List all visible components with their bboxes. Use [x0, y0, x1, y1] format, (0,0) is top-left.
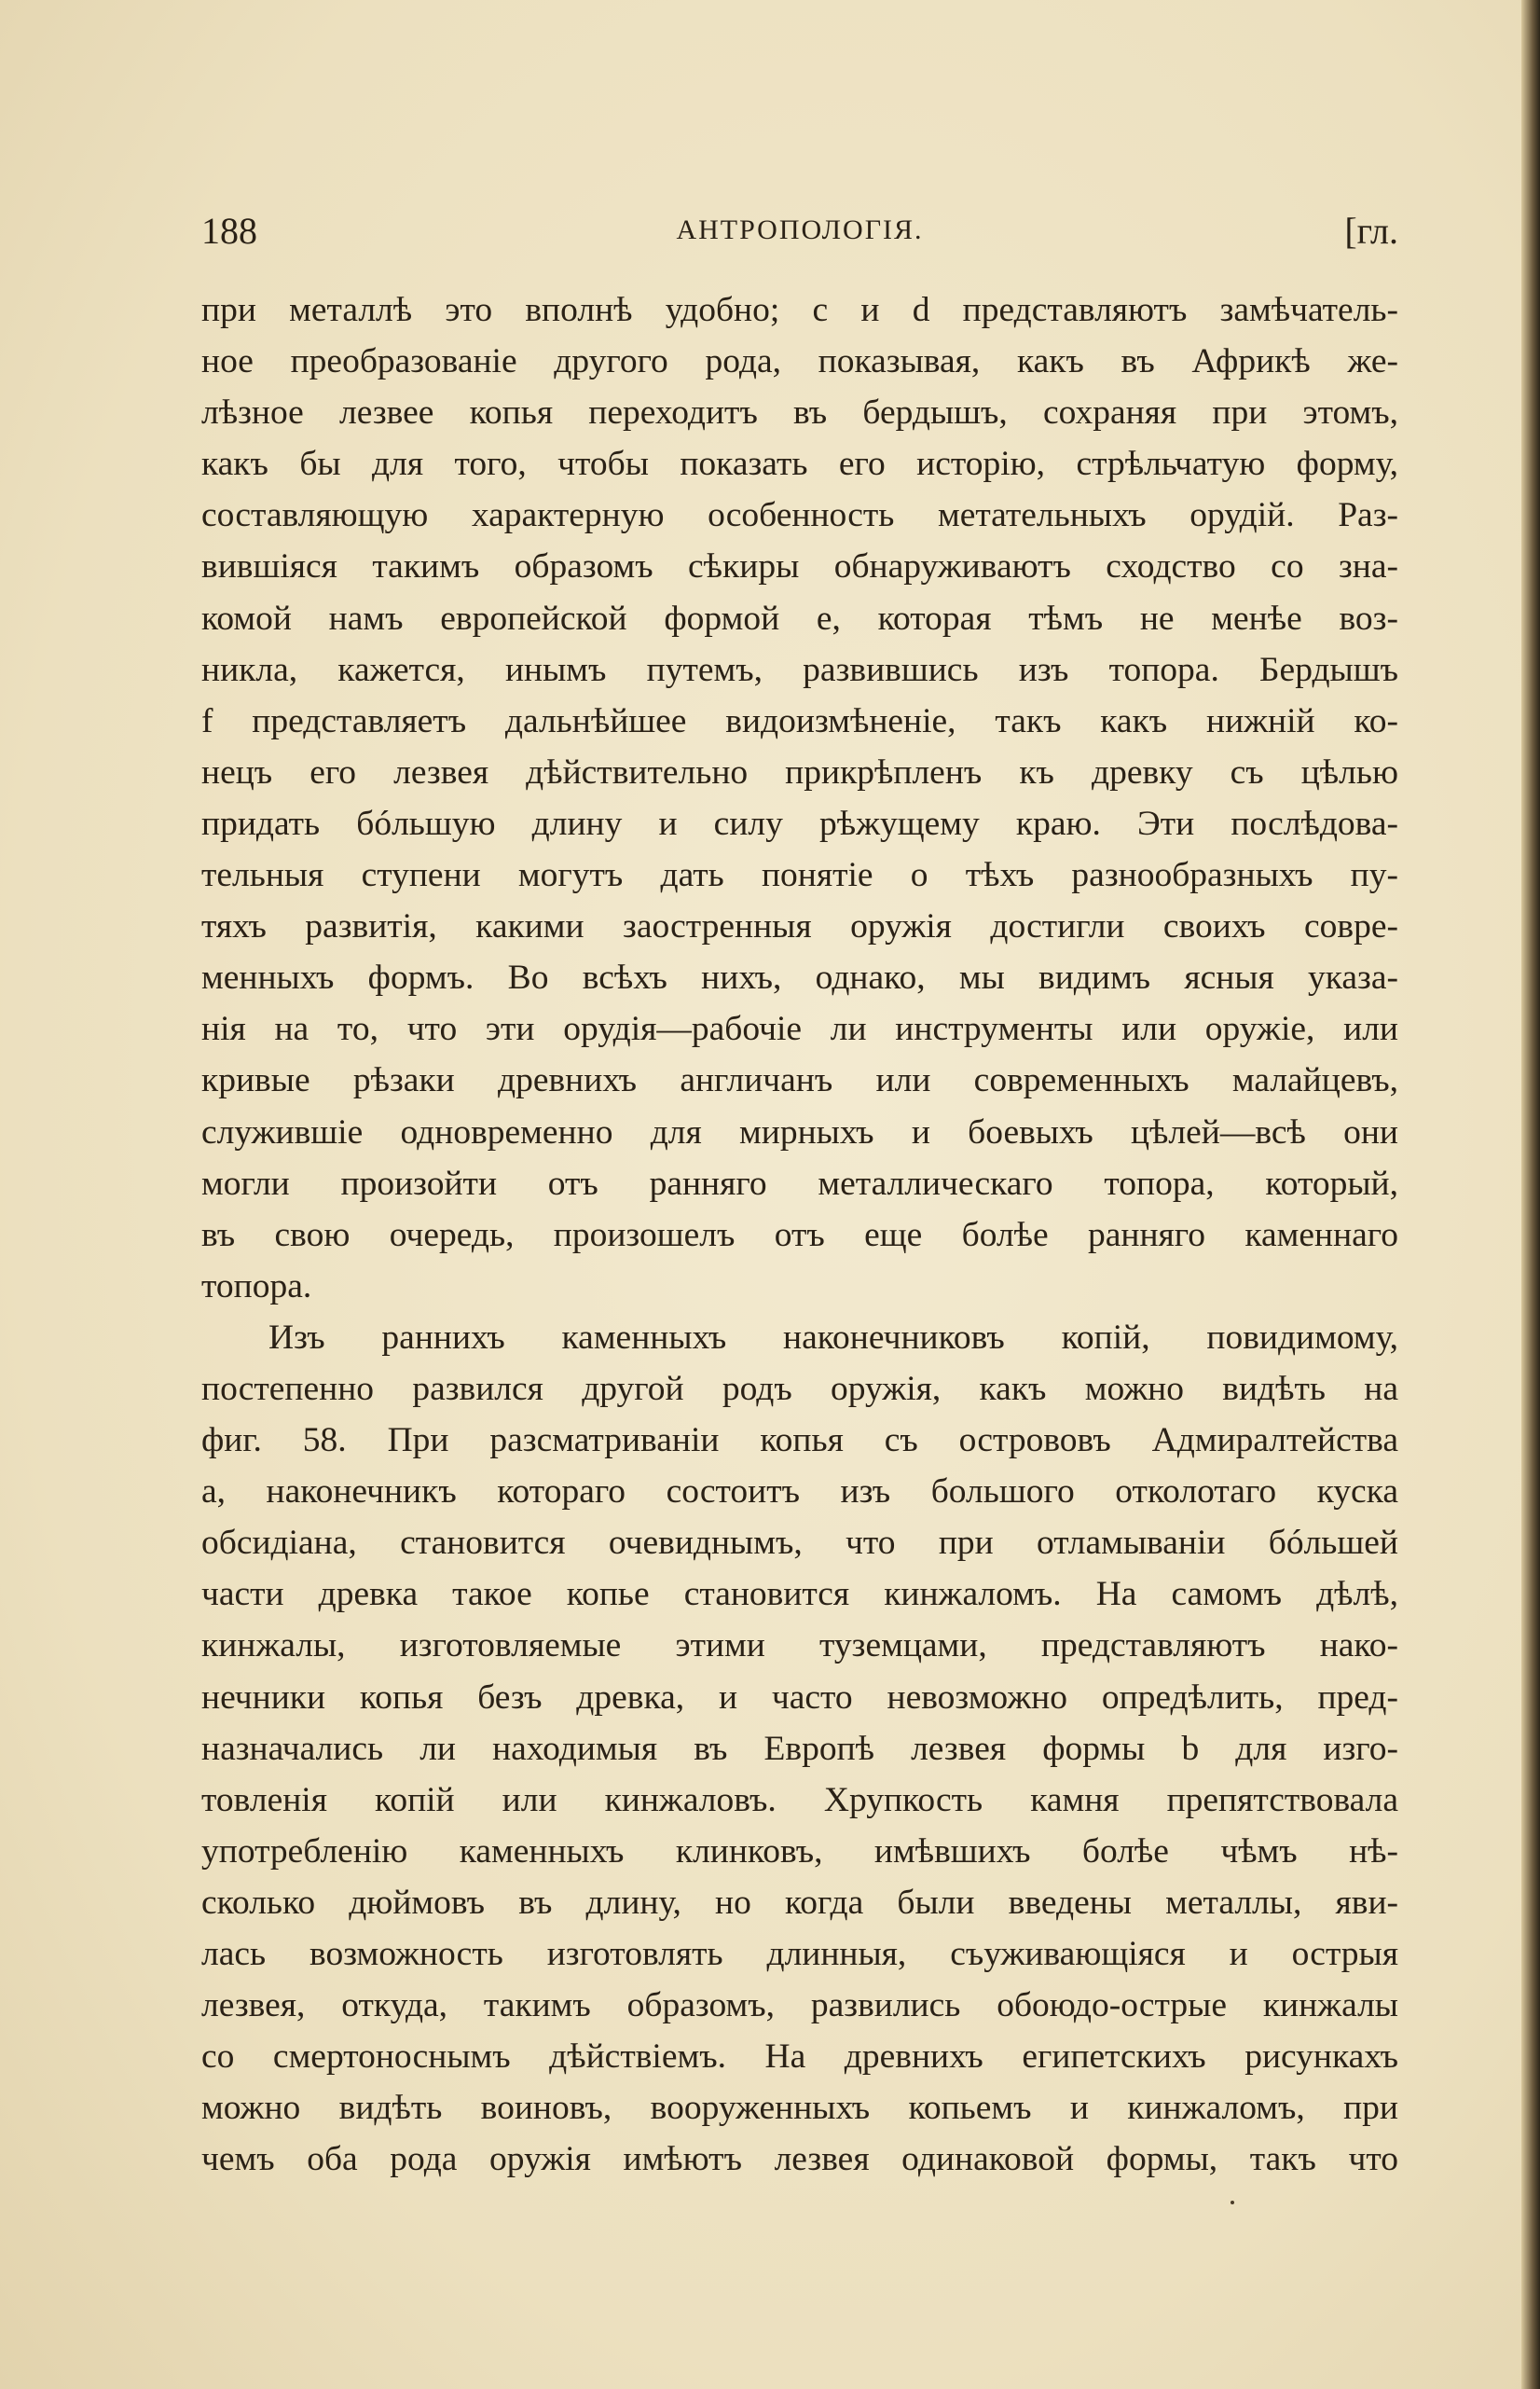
running-title: АНТРОПОЛОГІЯ.: [676, 214, 924, 245]
text-line: фиг. 58. При разсматриваніи копья съ острововъ Адмиралтейства: [201, 1421, 1398, 1460]
text-line: f представляетъ дальнѣйшее видоизмѣненіе, такъ какъ нижній ко-: [201, 701, 1398, 740]
text-line: какъ бы для того, чтобы показать его исторію, стрѣльчатую форму,: [201, 445, 1398, 484]
paragraph: [201, 284, 1398, 1312]
text-line: a, наконечникъ котораго состоитъ изъ большого отколотаго куска: [201, 1472, 1398, 1512]
body-text: [201, 284, 1398, 2185]
text-line: вившіяся такимъ образомъ сѣкиры обнаруживаютъ сходство со зна-: [201, 547, 1398, 587]
text-line: придать бóльшую длину и силу рѣжущему краю. Эти послѣдова-: [201, 804, 1398, 843]
text-line: обсидіана, становится очевиднымъ, что при отламываніи бóльшей: [201, 1524, 1398, 1563]
text-line: постепенно развился другой родъ оружія, какъ можно видѣть на: [201, 1369, 1398, 1408]
text-line: менныхъ формъ. Во всѣхъ нихъ, однако, мы видимъ ясныя указа-: [201, 959, 1398, 998]
text-line: нецъ его лезвея дѣйствительно прикрѣпленъ къ древку съ цѣлью: [201, 753, 1398, 792]
text-line: ное преобразованіе другого рода, показывая, какъ въ Африкѣ же-: [201, 342, 1398, 381]
page-edge-shadow: [1521, 0, 1540, 2389]
text-line: употребленію каменныхъ клинковъ, имѣвшихъ болѣе чѣмъ нѣ-: [201, 1831, 1398, 1871]
text-line: тельныя ступени могутъ дать понятіе о тѣхъ разнообразныхъ пу-: [201, 856, 1398, 895]
text-line: нечники копья безъ древка, и часто невозможно опредѣлить, пред-: [201, 1678, 1398, 1717]
page-number: 188: [201, 210, 257, 252]
text-line: сколько дюймовъ въ длину, но когда были введены металлы, яви-: [201, 1883, 1398, 1922]
chapter-reference: [гл.: [1344, 210, 1398, 252]
text-line: можно видѣть воиновъ, вооруженныхъ копьемъ и кинжаломъ, при: [201, 2089, 1398, 2128]
text-line: лѣзное лезвее копья переходитъ въ бердышъ, сохраняя при этомъ,: [201, 394, 1398, 433]
text-line: со смертоноснымъ дѣйствіемъ. На древнихъ египетскихъ рисункахъ: [201, 2037, 1398, 2077]
text-line: лась возможность изготовлять длинныя, съуживающіяся и острыя: [201, 1935, 1398, 1973]
text-line: лезвея, откуда, такимъ образомъ, развились обоюдо-острые кинжалы: [201, 1986, 1398, 2025]
text-line: составляющую характерную особенность метательныхъ орудій. Раз-: [201, 496, 1398, 535]
text-line: служившіе одновременно для мирныхъ и боевыхъ цѣлей—всѣ они: [201, 1112, 1398, 1152]
text-line: кривые рѣзаки древнихъ англичанъ или современныхъ малайцевъ,: [201, 1061, 1398, 1100]
paragraph: [201, 1312, 1398, 2186]
text-line: нія на то, что эти орудія—рабочіе ли инструменты или оружіе, или: [201, 1010, 1398, 1049]
text-line: при металлѣ это вполнѣ удобно; c и d представляютъ замѣчатель-: [201, 291, 1398, 329]
text-line: никла, кажется, инымъ путемъ, развившись изъ топора. Бердышъ: [201, 650, 1398, 689]
text-line: назначались ли находимыя въ Европѣ лезвея формы b для изго-: [201, 1729, 1398, 1768]
text-line: части древка такое копье становится кинжаломъ. На самомъ дѣлѣ,: [201, 1575, 1398, 1614]
text-line: чемъ оба рода оружія имѣютъ лезвея одинаковой формы, такъ что: [201, 2140, 1398, 2179]
text-line: Изъ раннихъ каменныхъ наконечниковъ копій, повидимому,: [268, 1318, 1398, 1357]
paper-speck: [1231, 2201, 1234, 2204]
text-line: въ свою очередь, произошелъ отъ еще болѣе ранняго каменнаго: [201, 1215, 1398, 1254]
text-line: комой намъ европейской формой e, которая тѣмъ не менѣе воз-: [201, 599, 1398, 638]
text-line: тяхъ развитія, какими заостренныя оружія достигли своихъ совре-: [201, 907, 1398, 946]
text-line: кинжалы, изготовляемые этими туземцами, представляютъ нако-: [201, 1626, 1398, 1665]
text-line: топора.: [201, 1266, 312, 1305]
text-line: могли произойти отъ ранняго металлическаго топора, который,: [201, 1164, 1398, 1203]
text-line: товленія копій или кинжаловъ. Хрупкость камня препятствовала: [201, 1780, 1398, 1819]
page-header: [201, 209, 1398, 255]
